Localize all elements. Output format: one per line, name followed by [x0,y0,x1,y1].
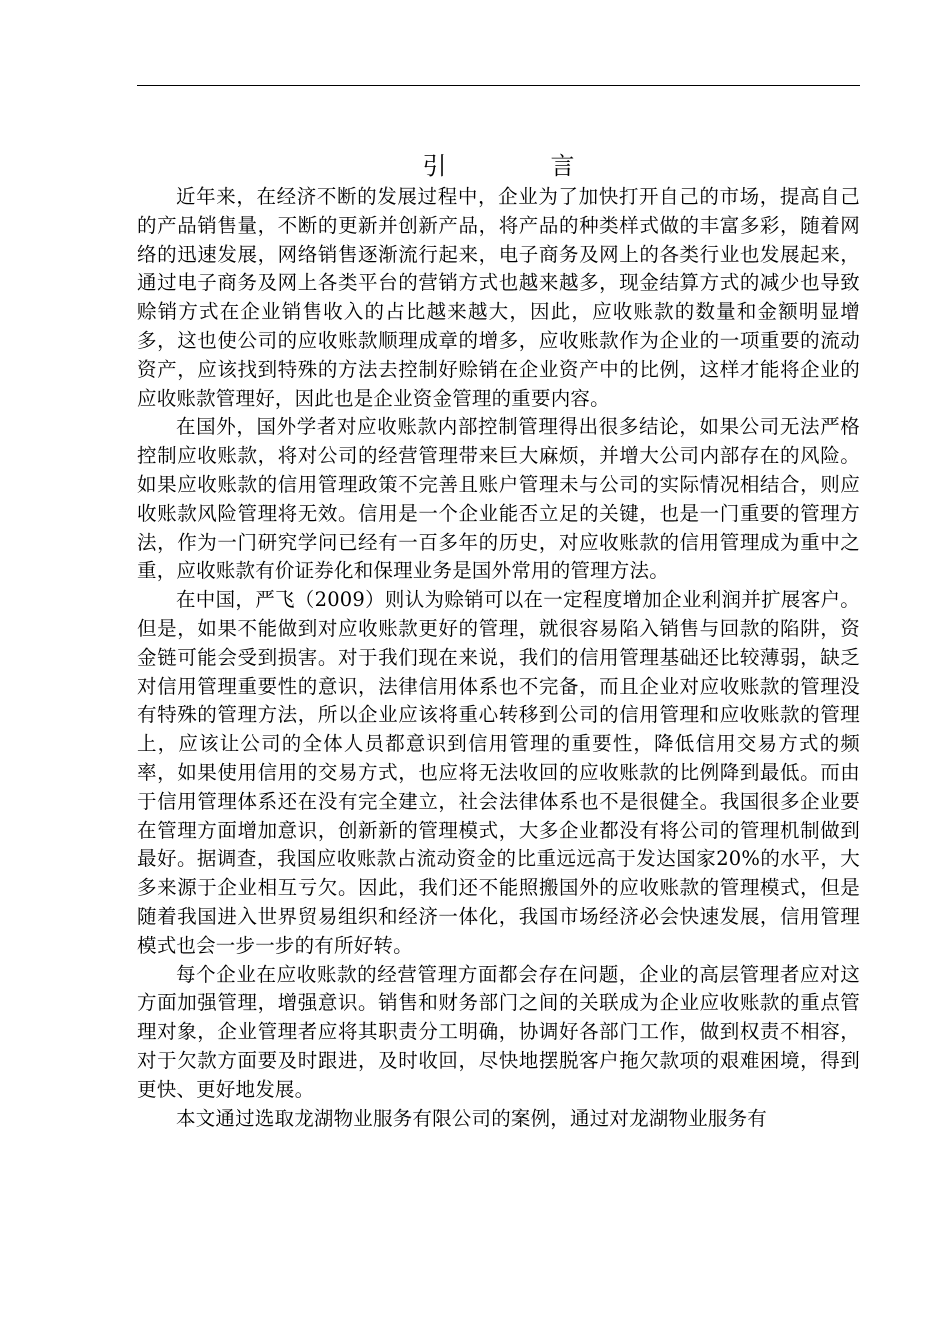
body-text [137,183,860,1133]
header-rule [137,85,860,86]
paragraph-4: 每个企业在应收账款的经营管理方面都会存在问题，企业的高层管理者应对这方面加强管理，增强意识。销售和财务部门之间的关联成为企业应收账款的重点管理对象，企业管理者应将其职责分工明确，协调好各部门工作，做到权责不相容，对于欠款方面要及时跟进，及时收回，尽快地摆脱客户拖欠款项的艰难困境，得到更快、更好地发展。 [137,962,860,1101]
page-title: 引 言 [422,152,615,180]
paragraph-3: 在中国，严飞（2009）则认为赊销可以在一定程度增加企业利润并扩展客户。但是，如果不能做到对应收账款更好的管理，就很容易陷入销售与回款的陷阱，资金链可能会受到损害。对于我们现在来说，我们的信用管理基础还比较薄弱，缺乏对信用管理重要性的意识，法律信用体系也不完备，而且企业对应收账款的管理没有特殊的管理方法，所以企业应该将重心转移到公司的信用管理和应收账款的管理上，应该让公司的全体人员都意识到信用管理的重要性，降低信用交易方式的频率，如果使用信用的交易方式，也应将无法收回的应收账款的比例降到最低。而由于信用管理体系还在没有完全建立，社会法律体系也不是很健全。我国很多企业要在管理方面增加意识，创新新的管理模式，大多企业都没有将公司的管理机制做到最好。据调查，我国应收账款占流动资金的比重远远高于发达国家20%的水平，大多来源于企业相互亏欠。因此，我们还不能照搬国外的应收账款的管理模式，但是随着我国进入世界贸易组织和经济一体化，我国市场经济必会快速发展，信用管理模式也会一步一步的有所好转。 [137,588,860,957]
paragraph-5: 本文通过选取龙湖物业服务有限公司的案例，通过对龙湖物业服务有 [176,1106,768,1130]
paragraph-2: 在国外，国外学者对应收账款内部控制管理得出很多结论，如果公司无法严格控制应收账款，将对公司的经营管理带来巨大麻烦，并增大公司内部存在的风险。如果应收账款的信用管理政策不完善且账户管理未与公司的实际情况相结合，则应收账款风险管理将无效。信用是一个企业能否立足的关键，也是一门重要的管理方法，作为一门研究学问已经有一百多年的历史，对应收账款的信用管理成为重中之重，应收账款有价证券化和保理业务是国外常用的管理方法。 [137,415,860,583]
paragraph-1: 近年来，在经济不断的发展过程中，企业为了加快打开自己的市场，提高自己的产品销售量，不断的更新并创新产品，将产品的种类样式做的丰富多彩，随着网络的迅速发展，网络销售逐渐流行起来，电子商务及网上的各类行业也发展起来，通过电子商务及网上各类平台的营销方式也越来越多，现金结算方式的减少也导致赊销方式在企业销售收入的占比越来越大，因此，应收账款的数量和金额明显增多，这也使公司的应收账款顺理成章的增多，应收账款作为企业的一项重要的流动资产，应该找到特殊的方法去控制好赊销在企业资产中的比例，这样才能将企业的应收账款管理好，因此也是企业资金管理的重要内容。 [137,185,860,410]
